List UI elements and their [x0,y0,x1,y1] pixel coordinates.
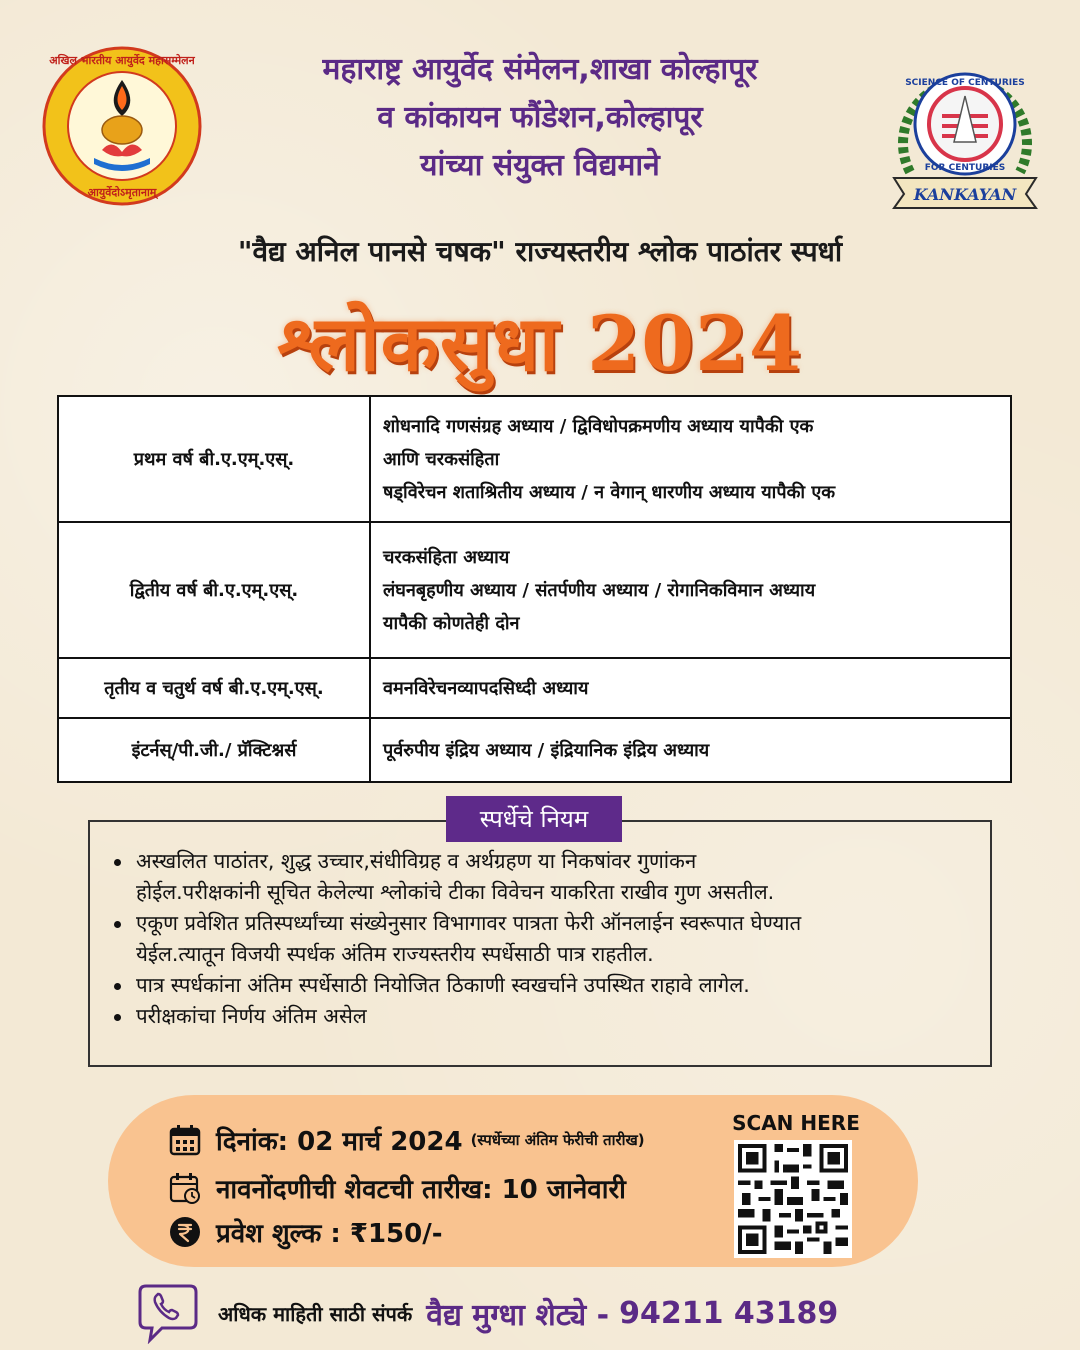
contact-label: अधिक माहिती साठी संपर्क [218,1301,413,1326]
contact-row [136,1282,838,1344]
fee-row [168,1214,443,1250]
chapter-line: शोधनादि गणसंग्रह अध्याय / द्विविधोपक्रमणीय अध्याय यापैकी एक [383,415,814,437]
contact-phone[interactable]: 94211 43189 [619,1295,839,1331]
chapter-line: आणि चरकसंहिता [383,448,500,470]
level-cell: प्रथम वर्ष बी.ए.एम्.एस्. [58,396,370,522]
rule-line: एकूण प्रवेशित प्रतिस्पर्ध्यांच्या संख्येनुसार विभागावर पात्रता फेरी ऑनलाईन स्वरूपात घेण्यात [136,911,802,935]
chapters-cell [370,718,1011,782]
table-row [58,396,1011,522]
chapter-line: यापैकी कोणतेही दोन [383,612,520,634]
level-cell: इंटर्नस्/पी.जी./ प्रॅक्टिश्नर्स [58,718,370,782]
registration-deadline: नावनोंदणीची शेवटची तारीख: 10 जानेवारी [216,1175,626,1205]
chapter-line: लंघनबृहणीय अध्याय / संतर्पणीय अध्याय / रोगानिकविमान अध्याय [383,579,816,601]
level-cell: तृतीय व चतुर्थ वर्ष बी.ए.एम्.एस्. [58,658,370,718]
syllabus-table [57,395,1012,783]
contact-name: वैद्य मुग्धा शेट्ये - [426,1297,610,1333]
table-row [58,718,1011,782]
chapter-line: षड्विरेचन शताश्रितीय अध्याय / न वेगान् धारणीय अध्याय यापैकी एक [383,481,836,503]
calendar-icon [168,1123,202,1157]
rules-list [108,846,988,1032]
chapters-cell [370,522,1011,658]
table-row [58,522,1011,658]
table-row [58,658,1011,718]
rule-line: अस्खलित पाठांतर, शुद्ध उच्चार,संधीविग्रह व अर्थग्रहण या निकषांवर गुणांकन [136,849,697,873]
date-row [168,1122,645,1158]
entry-fee: प्रवेश शुल्क : ₹150/- [216,1219,443,1249]
chapters-cell [370,658,1011,718]
list-item [108,970,988,1001]
kankayan-emblem-icon [880,52,1050,212]
left-logo-bottom-text: आयुर्वेदोऽमृतानाम् [87,186,157,199]
rules-heading: स्पर्धेचे नियम [446,796,622,842]
rule-line: परीक्षकांचा निर्णय अंतिम असेल [136,1004,367,1028]
chapters-cell [370,396,1011,522]
scan-label: SCAN HERE [732,1111,860,1135]
chapter-line: पूर्वरुपीय इंद्रिय अध्याय / इंद्रियानिक इंद्रिय अध्याय [383,739,710,761]
event-title: श्लोकसुधा 2024 [277,299,803,388]
organizer-heading [220,46,860,190]
org-line-2: व कांकायन फौंडेशन,कोल्हापूर [377,100,703,135]
right-logo-banner: KANKAYAN [913,185,1017,204]
org-line-3: यांच्या संयुक्त विद्यमाने [420,148,660,183]
list-item [108,908,988,970]
qr-code-icon[interactable] [734,1140,852,1258]
level-cell: द्वितीय वर्ष बी.ए.एम्.एस्. [58,522,370,658]
list-item [108,1001,988,1032]
event-subtitle: "वैद्य अनिल पानसे चषक" राज्यस्तरीय श्लोक पाठांतर स्पर्धा [237,235,843,268]
rule-line: होईल.परीक्षकांनी सूचित केलेल्या श्लोकांचे टीका विवेचन याकरिता राखीव गुण असतील. [136,880,775,904]
event-date-note: (स्पर्धेच्या अंतिम फेरीची तारीख) [470,1131,645,1149]
rupee-icon [168,1215,202,1249]
org-line-1: महाराष्ट्र आयुर्वेद संमेलन,शाखा कोल्हापूर [322,52,758,87]
event-date: दिनांक: 02 मार्च 2024 [216,1127,463,1157]
calendar-clock-icon [168,1171,202,1205]
right-logo-ring-top: SCIENCE OF CENTURIES [905,78,1025,88]
right-logo-ring-bottom: FOR CENTURIES [924,163,1006,173]
left-logo-top-text: अखिल भारतीय आयुर्वेद महासम्मेलन [49,54,195,67]
phone-chat-icon [136,1282,200,1344]
list-item [108,846,988,908]
chapter-line: चरकसंहिता अध्याय [383,546,510,568]
rule-line: येईल.त्यातून विजयी स्पर्धक अंतिम राज्यस्तरीय स्पर्धेसाठी पात्र राहतील. [136,942,654,966]
deadline-row [168,1170,626,1206]
chapter-line: वमनविरेचनव्यापदसिध्दी अध्याय [383,677,589,699]
rule-line: पात्र स्पर्धकांना अंतिम स्पर्धेसाठी नियोजित ठिकाणी स्वखर्चाने उपस्थित राहावे लागेल. [136,973,750,997]
ayurveda-emblem-icon [42,46,202,206]
